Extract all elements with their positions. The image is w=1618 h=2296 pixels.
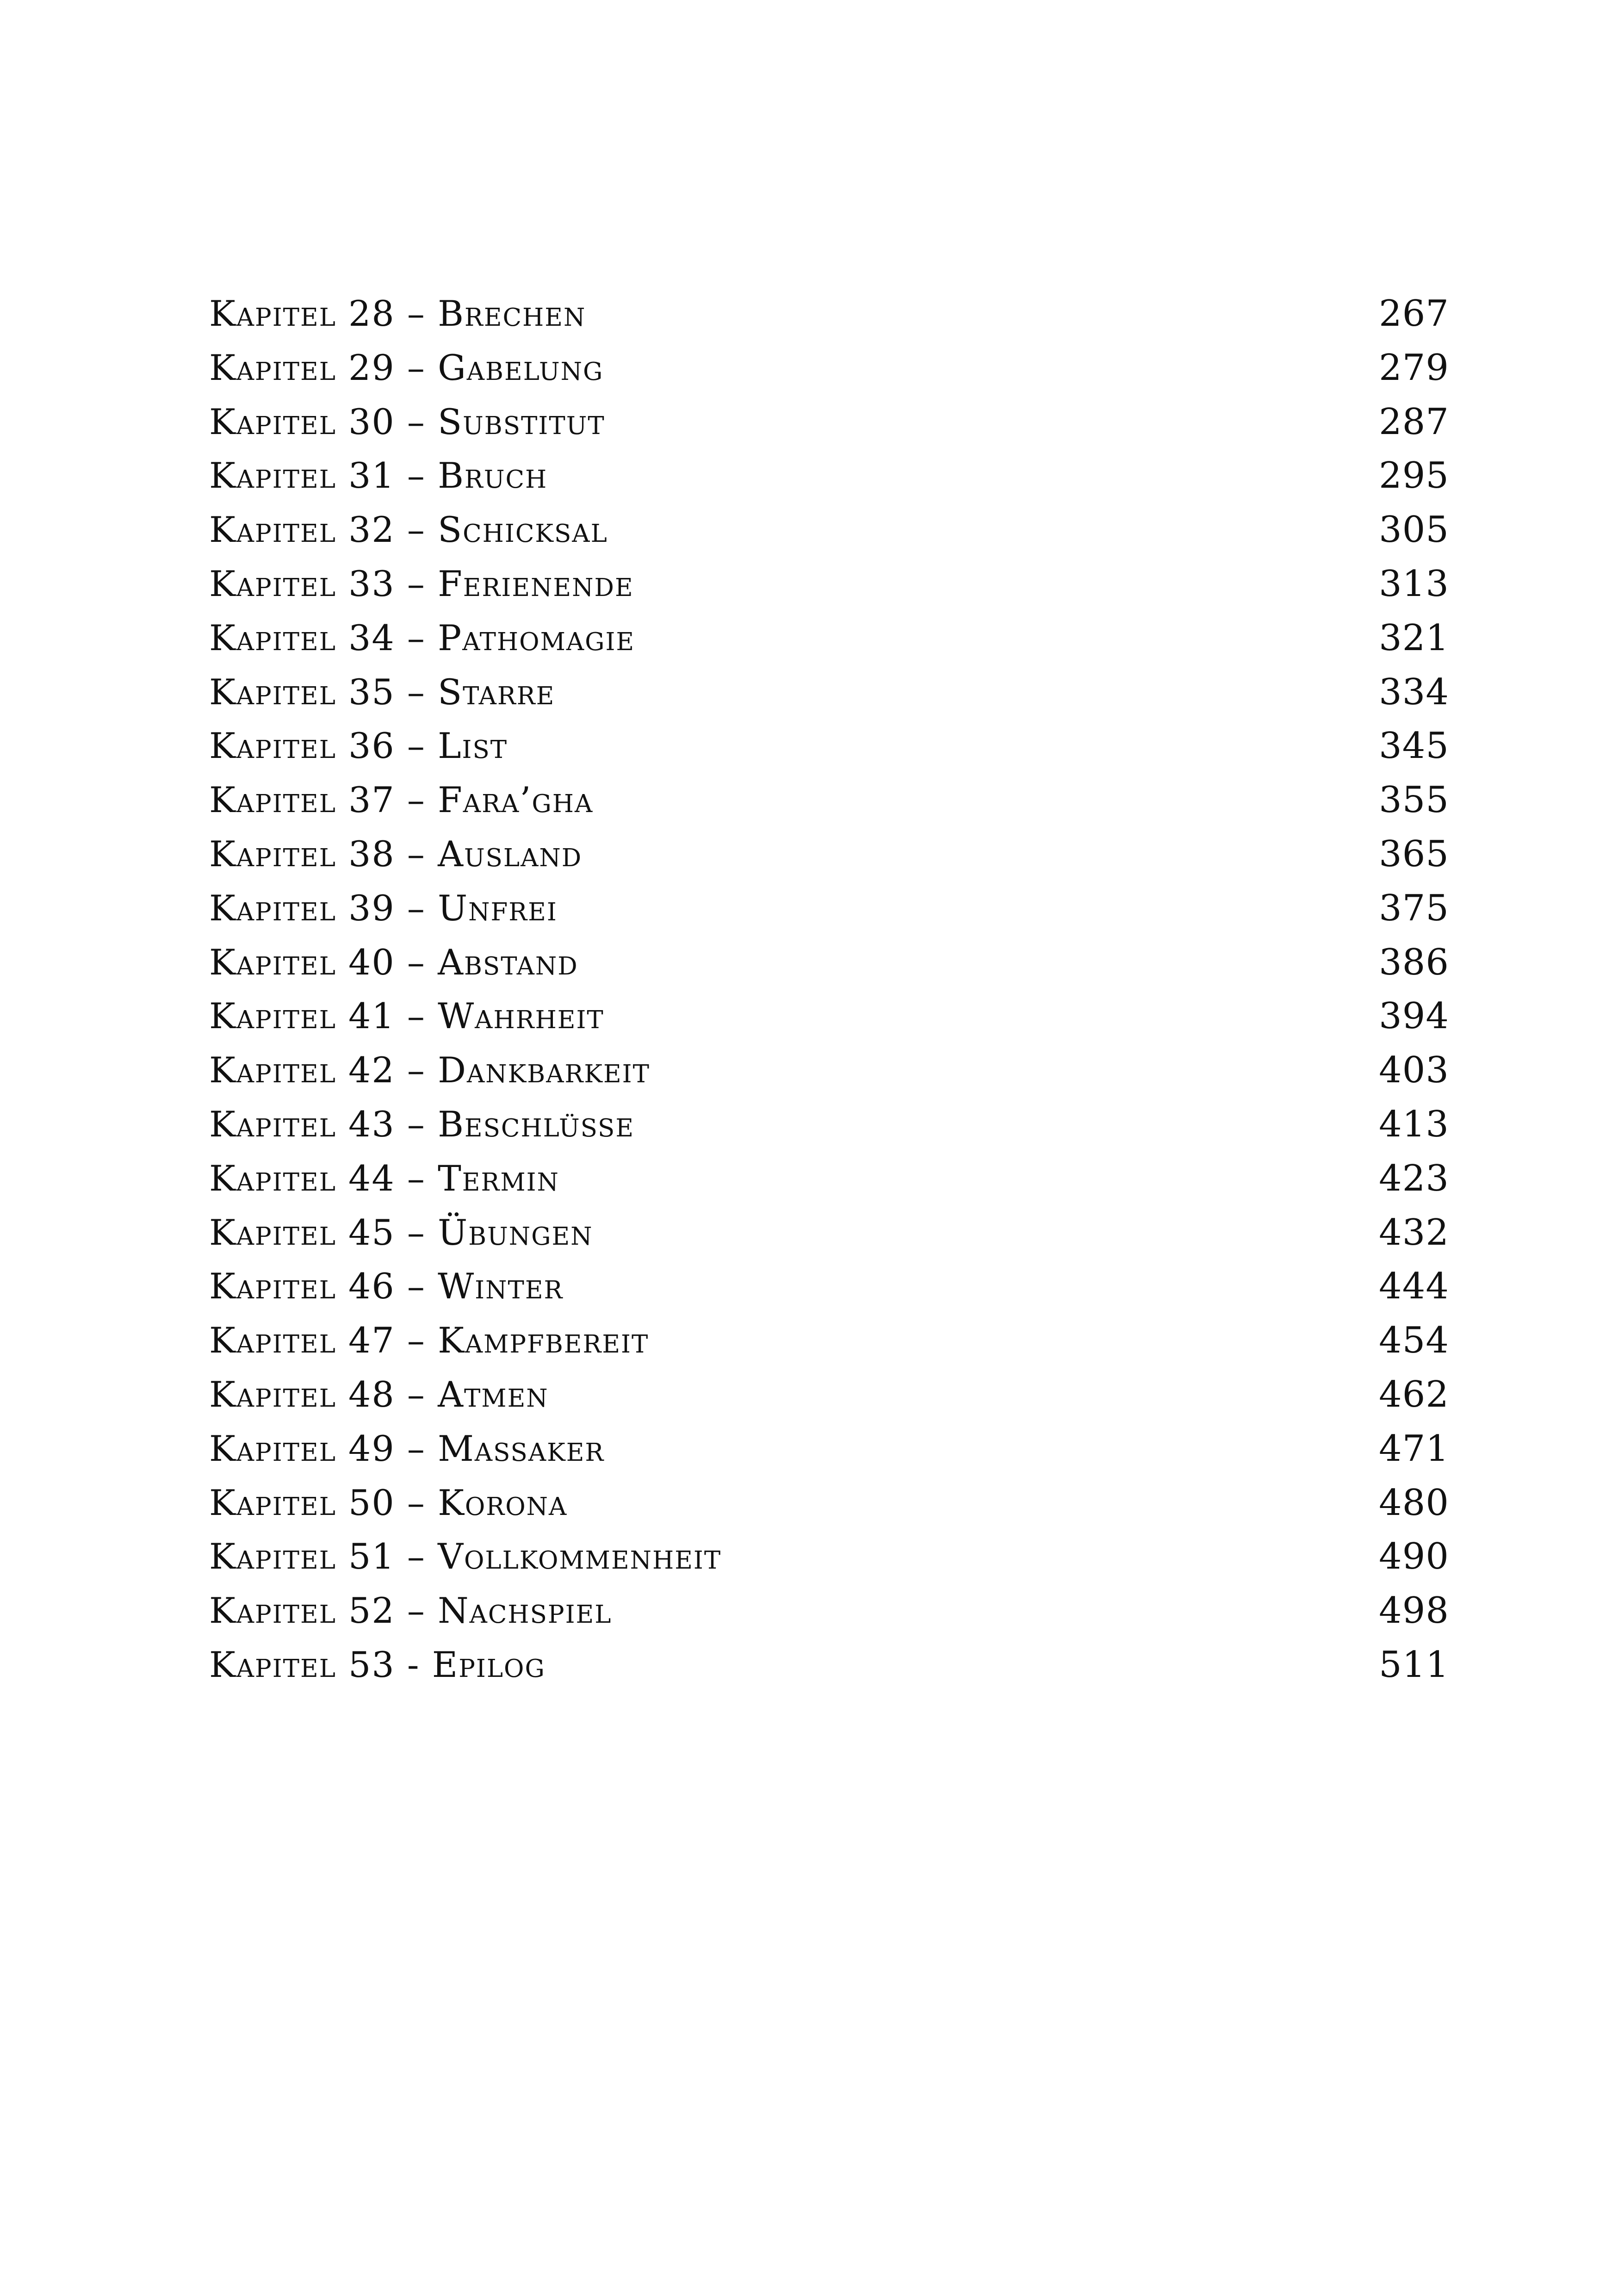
toc-entry-title: Kapitel 37 – Fara’gha bbox=[209, 779, 594, 821]
toc-entry-page: 295 bbox=[1379, 455, 1449, 497]
toc-entry-title: Kapitel 40 – Abstand bbox=[209, 941, 578, 983]
toc-entry-page: 432 bbox=[1379, 1211, 1449, 1253]
toc-entry bbox=[209, 1584, 1449, 1638]
toc-entry-title: Kapitel 47 – Kampfbereit bbox=[209, 1320, 649, 1361]
toc-entry-title: Kapitel 41 – Wahrheit bbox=[209, 995, 604, 1037]
toc-entry-page: 403 bbox=[1379, 1049, 1449, 1092]
toc-entry bbox=[209, 287, 1449, 341]
toc-entry-page: 413 bbox=[1379, 1103, 1449, 1145]
toc-entry-page: 511 bbox=[1379, 1644, 1449, 1686]
toc-entry-page: 423 bbox=[1379, 1157, 1449, 1199]
toc-entry bbox=[209, 936, 1449, 990]
toc-entry-title: Kapitel 32 – Schicksal bbox=[209, 509, 608, 551]
toc-entry-page: 480 bbox=[1379, 1482, 1449, 1524]
toc-entry-title: Kapitel 44 – Termin bbox=[209, 1157, 559, 1199]
toc-entry bbox=[209, 1098, 1449, 1152]
toc-entry-title: Kapitel 28 – Brechen bbox=[209, 293, 586, 334]
toc-entry-page: 471 bbox=[1379, 1427, 1449, 1470]
toc-entry bbox=[209, 1043, 1449, 1098]
toc-entry-page: 498 bbox=[1379, 1590, 1449, 1632]
toc-entry-title: Kapitel 45 – Übungen bbox=[209, 1211, 593, 1253]
toc-entry-page: 345 bbox=[1379, 725, 1449, 767]
toc-entry bbox=[209, 665, 1449, 720]
toc-entry bbox=[209, 1368, 1449, 1422]
toc-entry-page: 444 bbox=[1379, 1266, 1449, 1308]
toc-entry-title: Kapitel 50 – Korona bbox=[209, 1482, 568, 1523]
toc-entry-page: 279 bbox=[1379, 347, 1449, 389]
toc-entry bbox=[209, 503, 1449, 557]
toc-entry-page: 267 bbox=[1379, 293, 1449, 335]
toc-entry-title: Kapitel 33 – Ferienende bbox=[209, 563, 634, 604]
toc-entry-title: Kapitel 30 – Substitut bbox=[209, 401, 605, 442]
toc-entry bbox=[209, 1422, 1449, 1476]
toc-entry-title: Kapitel 29 – Gabelung bbox=[209, 347, 604, 388]
toc-entry-title: Kapitel 49 – Massaker bbox=[209, 1427, 605, 1469]
toc-entry-page: 454 bbox=[1379, 1320, 1449, 1362]
toc-entry-title: Kapitel 38 – Ausland bbox=[209, 833, 583, 875]
toc-entry bbox=[209, 1206, 1449, 1260]
toc-entry-title: Kapitel 34 – Pathomagie bbox=[209, 617, 635, 658]
toc-entry-page: 375 bbox=[1379, 887, 1449, 929]
toc-entry-page: 334 bbox=[1379, 671, 1449, 713]
toc-entry-title: Kapitel 43 – Beschlüsse bbox=[209, 1103, 635, 1145]
toc-entry-title: Kapitel 39 – Unfrei bbox=[209, 887, 558, 929]
toc-entry bbox=[209, 773, 1449, 827]
toc-entry bbox=[209, 557, 1449, 611]
toc-entry-title: Kapitel 52 – Nachspiel bbox=[209, 1590, 612, 1632]
toc-entry bbox=[209, 1314, 1449, 1368]
toc-entry bbox=[209, 611, 1449, 665]
toc-entry bbox=[209, 395, 1449, 449]
toc-entry-page: 490 bbox=[1379, 1536, 1449, 1578]
toc-entry-page: 355 bbox=[1379, 779, 1449, 821]
toc-entry bbox=[209, 1260, 1449, 1314]
toc-entry bbox=[209, 989, 1449, 1043]
toc-entry-title: Kapitel 51 – Vollkommenheit bbox=[209, 1536, 722, 1577]
toc-entry bbox=[209, 881, 1449, 936]
toc-entry bbox=[209, 827, 1449, 881]
toc-entry-page: 321 bbox=[1379, 617, 1449, 659]
toc-entry bbox=[209, 341, 1449, 395]
toc-entry-page: 394 bbox=[1379, 995, 1449, 1037]
toc-entry-page: 365 bbox=[1379, 833, 1449, 875]
toc-entry-title: Kapitel 53 - Epilog bbox=[209, 1644, 546, 1685]
toc-entry-title: Kapitel 42 – Dankbarkeit bbox=[209, 1049, 650, 1091]
toc-entry-page: 313 bbox=[1379, 563, 1449, 605]
toc-entry-page: 386 bbox=[1379, 941, 1449, 983]
toc-entry bbox=[209, 449, 1449, 503]
toc-entry bbox=[209, 719, 1449, 773]
table-of-contents bbox=[209, 287, 1449, 1692]
toc-entry-title: Kapitel 46 – Winter bbox=[209, 1266, 564, 1307]
toc-entry bbox=[209, 1638, 1449, 1692]
toc-entry bbox=[209, 1476, 1449, 1530]
toc-entry-title: Kapitel 48 – Atmen bbox=[209, 1373, 549, 1415]
toc-entry bbox=[209, 1530, 1449, 1584]
toc-entry-title: Kapitel 35 – Starre bbox=[209, 671, 555, 713]
toc-entry-title: Kapitel 31 – Bruch bbox=[209, 455, 548, 496]
toc-entry-page: 287 bbox=[1379, 401, 1449, 443]
toc-entry bbox=[209, 1152, 1449, 1206]
toc-entry-page: 305 bbox=[1379, 509, 1449, 551]
toc-entry-title: Kapitel 36 – List bbox=[209, 725, 508, 767]
toc-entry-page: 462 bbox=[1379, 1373, 1449, 1415]
